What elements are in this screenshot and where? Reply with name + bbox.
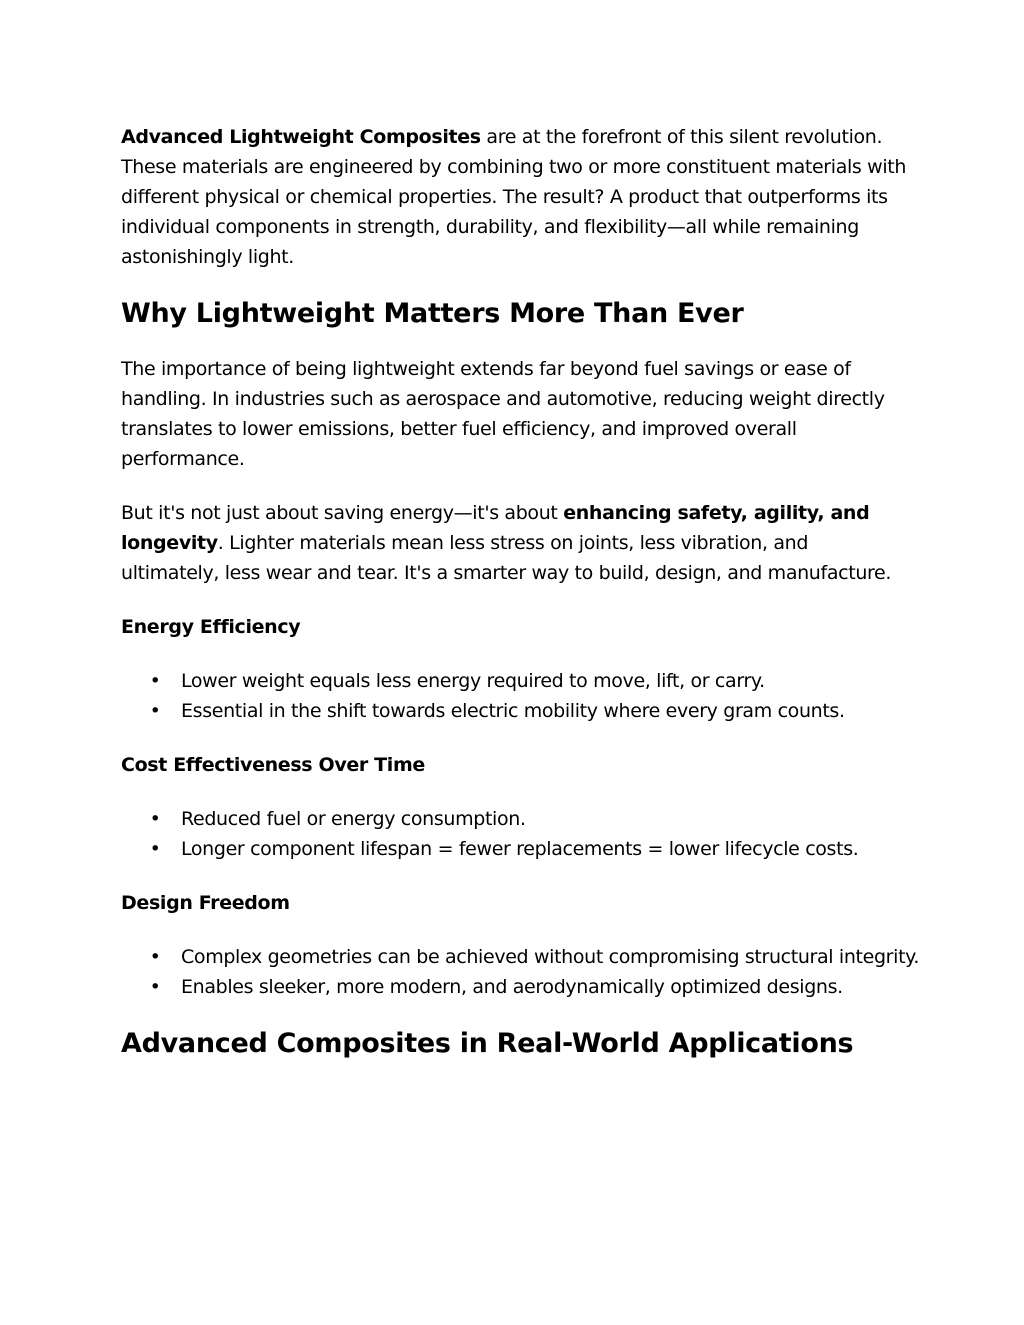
bullet-icon: • <box>149 946 161 968</box>
list-item-text: Reduced fuel or energy consumption. <box>181 808 526 830</box>
list-item <box>149 804 881 834</box>
cost-effectiveness-list <box>121 804 881 864</box>
why-lightweight-paragraph-1: The importance of being lightweight extends far beyond fuel savings or ease of handling. In industries such as aerospace and automotive, reducing weight directly translates to lower emissions, better fuel efficiency, and improved overall performance. <box>121 358 885 470</box>
bullet-icon: • <box>149 976 161 998</box>
list-item-text: Lower weight equals less energy required to move, lift, or carry. <box>181 670 765 692</box>
section-heading-real-world-applications: Advanced Composites in Real-World Applications <box>121 1028 854 1059</box>
list-item <box>149 696 921 726</box>
list-item <box>149 942 921 972</box>
intro-text: are at the forefront of this silent revolution. These materials are engineered by combining two or more constituent materials with different physical or chemical properties. The result? A product that outperforms its individual components in strength, durability, and flexibility—all while remaining astonishingly light. <box>121 126 907 268</box>
bullet-icon: • <box>149 700 161 722</box>
section-heading-why-lightweight: Why Lightweight Matters More Than Ever <box>121 298 744 329</box>
list-item <box>149 666 921 696</box>
design-freedom-list <box>121 942 921 1002</box>
bullet-icon: • <box>149 808 161 830</box>
list-item-text: Enables sleeker, more modern, and aerodynamically optimized designs. <box>181 976 843 998</box>
p2-bold-phrase: enhancing safety, agility, and longevity <box>121 502 870 554</box>
intro-bold-term: Advanced Lightweight Composites <box>121 126 481 148</box>
p2-text-after: . Lighter materials mean less stress on joints, less vibration, and ultimately, less wear and tear. It's a smarter way to build, design, and manufacture. <box>121 532 892 584</box>
document-page <box>121 122 921 1062</box>
subheading-design-freedom: Design Freedom <box>121 892 290 914</box>
energy-efficiency-list <box>121 666 921 726</box>
intro-paragraph <box>121 122 921 272</box>
list-item <box>149 834 881 864</box>
subheading-energy-efficiency: Energy Efficiency <box>121 616 301 638</box>
list-item <box>149 972 921 1002</box>
list-item-text: Complex geometries can be achieved without compromising structural integrity. <box>181 946 920 968</box>
bullet-icon: • <box>149 670 161 692</box>
list-item-text: Essential in the shift towards electric mobility where every gram counts. <box>181 700 845 722</box>
bullet-icon: • <box>149 838 161 860</box>
subheading-cost-effectiveness: Cost Effectiveness Over Time <box>121 754 425 776</box>
list-item-text: Longer component lifespan = fewer replacements = lower lifecycle costs. <box>181 838 859 860</box>
why-lightweight-paragraph-2 <box>121 498 906 588</box>
p2-text-before: But it's not just about saving energy—it's about <box>121 502 564 524</box>
